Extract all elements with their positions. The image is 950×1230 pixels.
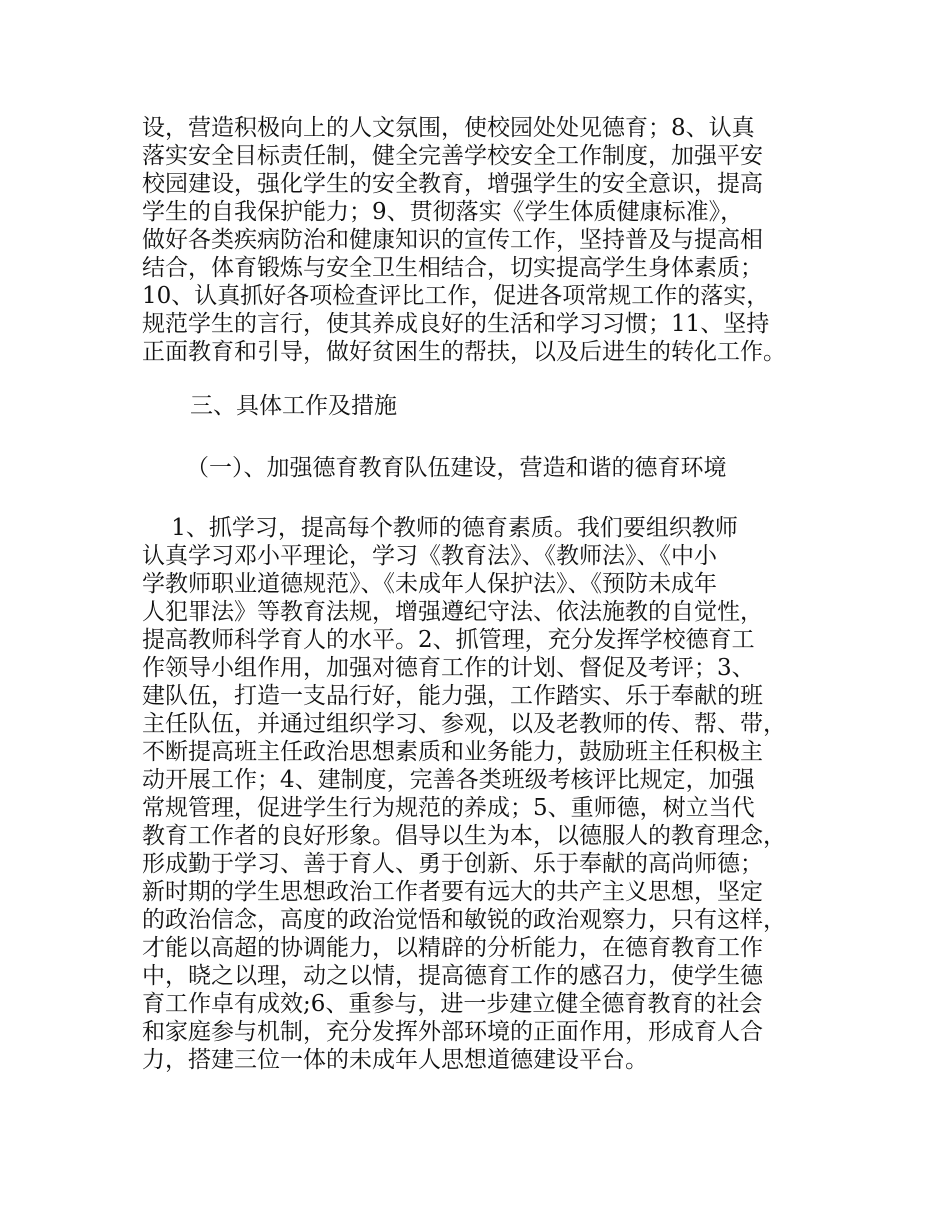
text-line: 主任队伍，并通过组织学习、参观，以及老教师的传、帮、带，	[142, 711, 786, 737]
subsection-heading	[186, 454, 886, 482]
text-line: 建队伍，打造一支品行好，能力强，工作踏实、乐于奉献的班	[142, 683, 763, 709]
paragraph-school-safety-and-health	[142, 114, 842, 366]
text-line: 不断提高班主任政治思想素质和业务能力，鼓励班主任积极主	[142, 739, 763, 765]
subsection-heading-text: （一）、加强德育教育队伍建设，营造和谐的德育环境	[186, 455, 727, 481]
text-line: 正面教育和引导，做好贫困生的帮扶，以及后进生的转化工作。	[142, 339, 786, 365]
text-line: 结合，体育锻炼与安全卫生相结合，切实提高学生身体素质；	[142, 255, 763, 281]
text-line: 作领导小组作用，加强对德育工作的计划、督促及考评；3、	[142, 655, 755, 681]
text-line: 形成勤于学习、善于育人、勇于创新、乐于奉献的高尚师德；	[142, 851, 763, 877]
text-line: 1、抓学习，提高每个教师的德育素质。我们要组织教师	[142, 515, 738, 541]
text-line: 落实安全目标责任制，健全完善学校安全工作制度，加强平安	[142, 143, 763, 169]
text-line: 教育工作者的良好形象。倡导以生为本，以德服人的教育理念，	[142, 823, 786, 849]
text-line: 力，搭建三位一体的未成年人思想道德建设平台。	[142, 1047, 648, 1073]
text-line: 的政治信念，高度的政治觉悟和敏锐的政治观察力，只有这样，	[142, 907, 786, 933]
section-heading	[190, 392, 890, 420]
text-line: 常规管理，促进学生行为规范的养成；5、重师德，树立当代	[142, 795, 755, 821]
text-line: 提高教师科学育人的水平。2、抓管理，充分发挥学校德育工	[142, 627, 755, 653]
text-line: 动开展工作；4、建制度，完善各类班级考核评比规定，加强	[142, 767, 755, 793]
text-line: 校园建设，强化学生的安全教育，增强学生的安全意识，提高	[142, 171, 763, 197]
text-line: 规范学生的言行，使其养成良好的生活和学习习惯；11、坚持	[142, 311, 770, 337]
text-line: 中，晓之以理，动之以情，提高德育工作的感召力，使学生德	[142, 963, 763, 989]
text-line: 才能以高超的协调能力，以精辟的分析能力，在德育教育工作	[142, 935, 763, 961]
text-line: 学教师职业道德规范》、《未成年人保护法》、《预防未成年	[142, 571, 717, 597]
text-line: 做好各类疾病防治和健康知识的宣传工作，坚持普及与提高相	[142, 227, 763, 253]
text-line: 认真学习邓小平理论，学习《教育法》、《教师法》、《中小	[142, 543, 717, 569]
text-line: 育工作卓有成效;6、重参与，进一步建立健全德育教育的社会	[142, 991, 763, 1017]
text-line: 设，营造积极向上的人文氛围，使校园处处见德育；8、认真	[142, 115, 755, 141]
paragraph-teacher-team-building	[142, 514, 842, 1074]
text-line: 学生的自我保护能力；9、贯彻落实《学生体质健康标准》，	[142, 199, 744, 225]
text-line: 人犯罪法》等教育法规，增强遵纪守法、依法施教的自觉性，	[142, 599, 763, 625]
text-line: 10、认真抓好各项检查评比工作，促进各项常规工作的落实，	[142, 283, 770, 309]
text-line: 新时期的学生思想政治工作者要有远大的共产主义思想，坚定	[142, 879, 763, 905]
text-line: 和家庭参与机制，充分发挥外部环境的正面作用，形成育人合	[142, 1019, 763, 1045]
section-heading-text: 三、具体工作及措施	[190, 393, 397, 419]
